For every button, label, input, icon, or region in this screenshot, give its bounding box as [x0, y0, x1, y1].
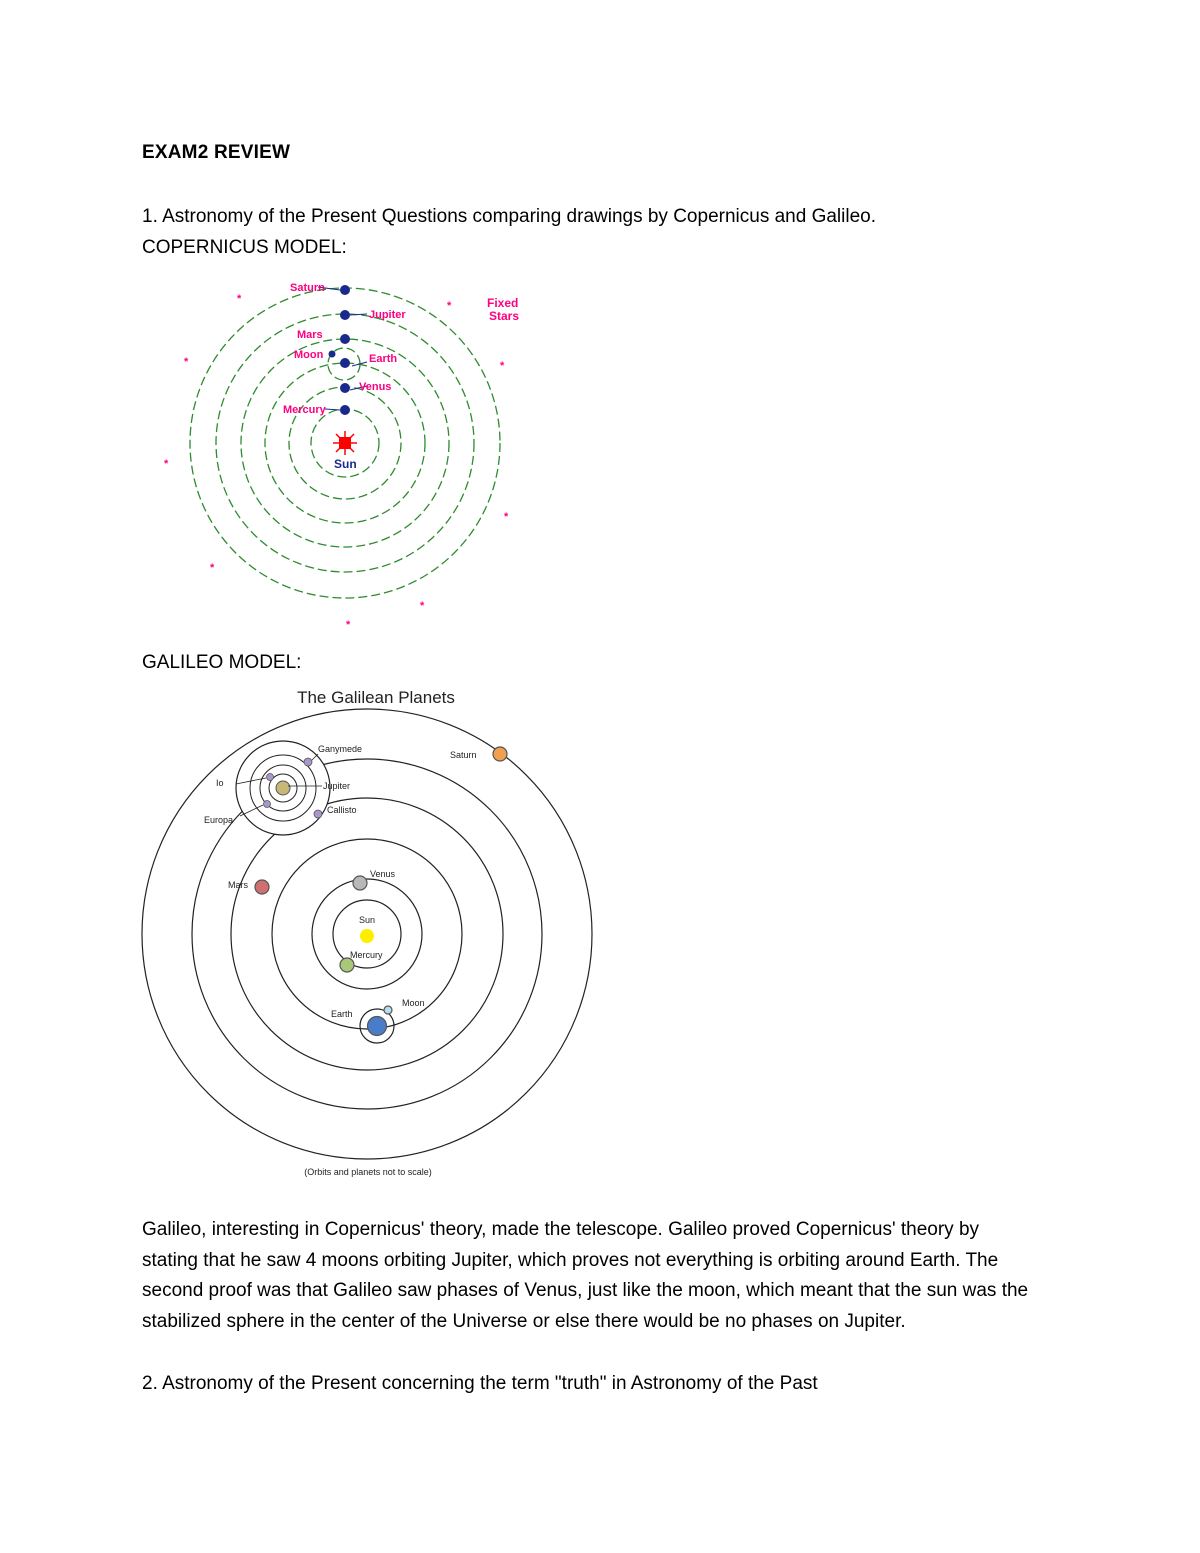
ganymede-moon [304, 758, 312, 766]
copernicus-labels [283, 282, 519, 416]
galileo-heading: GALILEO MODEL: [142, 652, 302, 673]
label-earth: Earth [331, 1009, 353, 1019]
star-icon: * [504, 511, 509, 523]
paragraph-line: stabilized sphere in the center of the Universe or else there would be no phases on Jupiter. [142, 1310, 906, 1332]
star-icon: * [500, 360, 505, 372]
io-moon [267, 774, 274, 781]
earth-planet [368, 1017, 387, 1036]
label-mercury: Mercury [283, 404, 326, 416]
planet-mercury [340, 405, 350, 415]
label-venus: Venus [359, 381, 392, 393]
label-sun: Sun [334, 457, 357, 471]
copernicus-heading: COPERNICUS MODEL: [142, 237, 347, 258]
planet-mars [340, 334, 350, 344]
venus-planet [353, 876, 367, 890]
paragraph-line: second proof was that Galileo saw phases of Venus, just like the moon, which meant that the sun was the [142, 1280, 1029, 1301]
saturn-planet [493, 747, 507, 761]
galileo-model-diagram [138, 678, 608, 1188]
label-sun: Sun [359, 915, 376, 925]
star-icon: * [210, 562, 215, 574]
sun-planet [360, 929, 374, 943]
label-venus: Venus [370, 869, 396, 879]
paragraph-line: Galileo, interesting in Copernicus' theory, made the telescope. Galileo proved Copernicus' theory by [142, 1219, 980, 1240]
label-jupiter: Jupiter [369, 309, 406, 321]
label-earth: Earth [369, 353, 398, 365]
galileo-diagram-title: The Galilean Planets [297, 688, 455, 707]
copernicus-planets [329, 285, 351, 415]
label-mercury: Mercury [350, 950, 383, 960]
label-europa: Europa [204, 815, 234, 825]
label-saturn: Saturn [290, 282, 325, 294]
label-ganymede: Ganymede [318, 744, 363, 754]
star-icon: * [237, 293, 242, 305]
paragraph-line: stating that he saw 4 moons orbiting Jupiter, which proves not everything is orbiting around Earth. The [142, 1249, 999, 1271]
label-mars: Mars [297, 329, 323, 341]
jupiter-planet [276, 781, 290, 795]
jupiter-system [236, 741, 330, 835]
label-fixed: Fixed [487, 296, 519, 310]
label-moon: Moon [294, 349, 324, 361]
mars-planet [255, 880, 269, 894]
sun-icon [333, 431, 357, 455]
star-icon: * [164, 458, 169, 470]
label-stars: Stars [489, 309, 520, 323]
moon-planet [384, 1006, 392, 1014]
star-icon: * [420, 600, 425, 612]
galileo-paragraph [142, 1215, 1072, 1337]
label-callisto: Callisto [327, 805, 357, 815]
star-icon: * [346, 619, 351, 631]
star-icon: * [184, 356, 189, 368]
label-io: Io [216, 778, 224, 788]
label-mars: Mars [228, 880, 248, 890]
europa-moon [264, 801, 271, 808]
label-moon: Moon [402, 998, 425, 1008]
mercury-planet [340, 958, 354, 972]
copernicus-model-diagram [155, 272, 535, 632]
question-2: 2. Astronomy of the Present concerning the term "truth" in Astronomy of the Past [142, 1373, 818, 1394]
planet-earth [340, 358, 350, 368]
planet-moon [329, 351, 336, 358]
callisto-moon [314, 810, 322, 818]
document-title: EXAM2 REVIEW [142, 142, 291, 163]
star-icon: * [447, 300, 452, 312]
planet-jupiter [340, 310, 350, 320]
question-1: 1. Astronomy of the Present Questions comparing drawings by Copernicus and Galileo. [142, 206, 876, 227]
label-saturn: Saturn [450, 750, 477, 760]
scale-note: (Orbits and planets not to scale) [304, 1167, 432, 1177]
label-jupiter: Jupiter [323, 781, 351, 791]
planet-saturn [340, 285, 350, 295]
planet-venus [340, 383, 350, 393]
